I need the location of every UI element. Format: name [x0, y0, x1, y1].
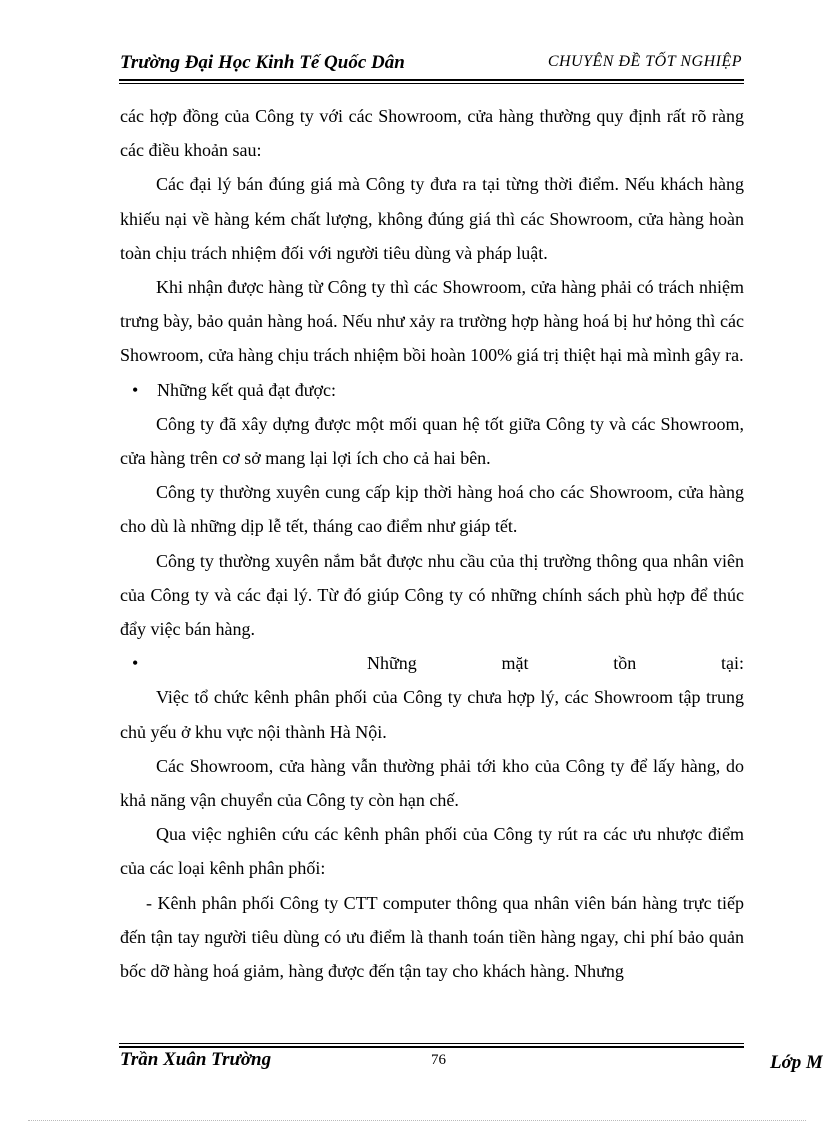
- body-paragraph: các hợp đồng của Công ty với các Showroom, cửa hàng thường quy định rất rõ ràng các điều khoản sau:: [120, 106, 744, 161]
- bullet-item-shortcomings: [120, 646, 744, 680]
- bullet-heading: Những mặt tồn tại:: [367, 653, 744, 674]
- body-paragraph: Công ty thường xuyên nắm bắt được nhu cầu của thị trường thông qua nhân viên của Công ty và các đại lý. Từ đó giúp Công ty có những chính sách phù hợp để thúc đẩy việc bán hàng.: [120, 550, 744, 640]
- bullet-icon: •: [132, 653, 139, 674]
- header-rule-thick: [119, 79, 744, 81]
- page-edge-dotted-line: [28, 1120, 806, 1121]
- body-paragraph: Các đại lý bán đúng giá mà Công ty đưa ra tại từng thời điểm. Nếu khách hàng khiếu nại về hàng kém chất lượng, không đúng giá thì các Showroom, cửa hàng hoàn toàn chịu trách nhiệm đối với người tiêu dùng và pháp luật.: [120, 174, 744, 263]
- footer-rule-thin: [119, 1043, 744, 1044]
- body-paragraph: Các Showroom, cửa hàng vẫn thường phải tới kho của Công ty để lấy hàng, do khả năng vận chuyển của Công ty còn hạn chế.: [120, 755, 744, 811]
- header-university: Trường Đại Học Kinh Tế Quốc Dân: [120, 52, 405, 73]
- dash-paragraph: - Kênh phân phối Công ty CTT computer thông qua nhân viên bán hàng trực tiếp đến tận tay người tiêu dùng có ưu điểm là thanh toán tiền hàng ngay, chi phí bảo quản bốc dỡ hàng hoá giảm, hàng được đến tận tay cho khách hàng. Nhưng: [120, 892, 744, 982]
- footer-rule-thick: [119, 1046, 744, 1048]
- bullet-icon: •: [132, 379, 139, 400]
- bullet-heading: Những kết quả đạt được:: [157, 379, 336, 400]
- page-number: 76: [431, 1052, 446, 1068]
- bullet-item-results: [120, 373, 744, 407]
- body-paragraph: Việc tổ chức kênh phân phối của Công ty chưa hợp lý, các Showroom tập trung chủ yếu ở khu vực nội thành Hà Nội.: [120, 687, 744, 742]
- body-paragraph: Khi nhận được hàng từ Công ty thì các Showroom, cửa hàng phải có trách nhiệm trưng bày, bảo quản hàng hoá. Nếu như xảy ra trường hợp hàng hoá bị hư hỏng thì các Showroom, cửa hàng chịu trách nhiệm bồi hoàn 100% giá trị thiệt hại mà mình gây ra.: [120, 277, 744, 366]
- header-thesis-title: CHUYÊN ĐỀ TỐT NGHIỆP: [547, 53, 742, 70]
- header-rule-thin: [119, 83, 744, 84]
- document-body: [120, 99, 744, 988]
- body-paragraph: Qua việc nghiên cứu các kênh phân phối của Công ty rút ra các ưu nhược điểm của các loại kênh phân phối:: [120, 824, 744, 879]
- footer-author: Trần Xuân Trường: [120, 1049, 272, 1070]
- body-paragraph: Công ty đã xây dựng được một mối quan hệ tốt giữa Công ty và các Showroom, cửa hàng trên cơ sở mang lại lợi ích cho cả hai bên.: [120, 413, 744, 469]
- footer-class: Lớp M: [770, 1052, 823, 1073]
- body-paragraph: Công ty thường xuyên cung cấp kịp thời hàng hoá cho các Showroom, cửa hàng cho dù là những dịp lễ tết, tháng cao điểm như giáp tết.: [120, 482, 744, 537]
